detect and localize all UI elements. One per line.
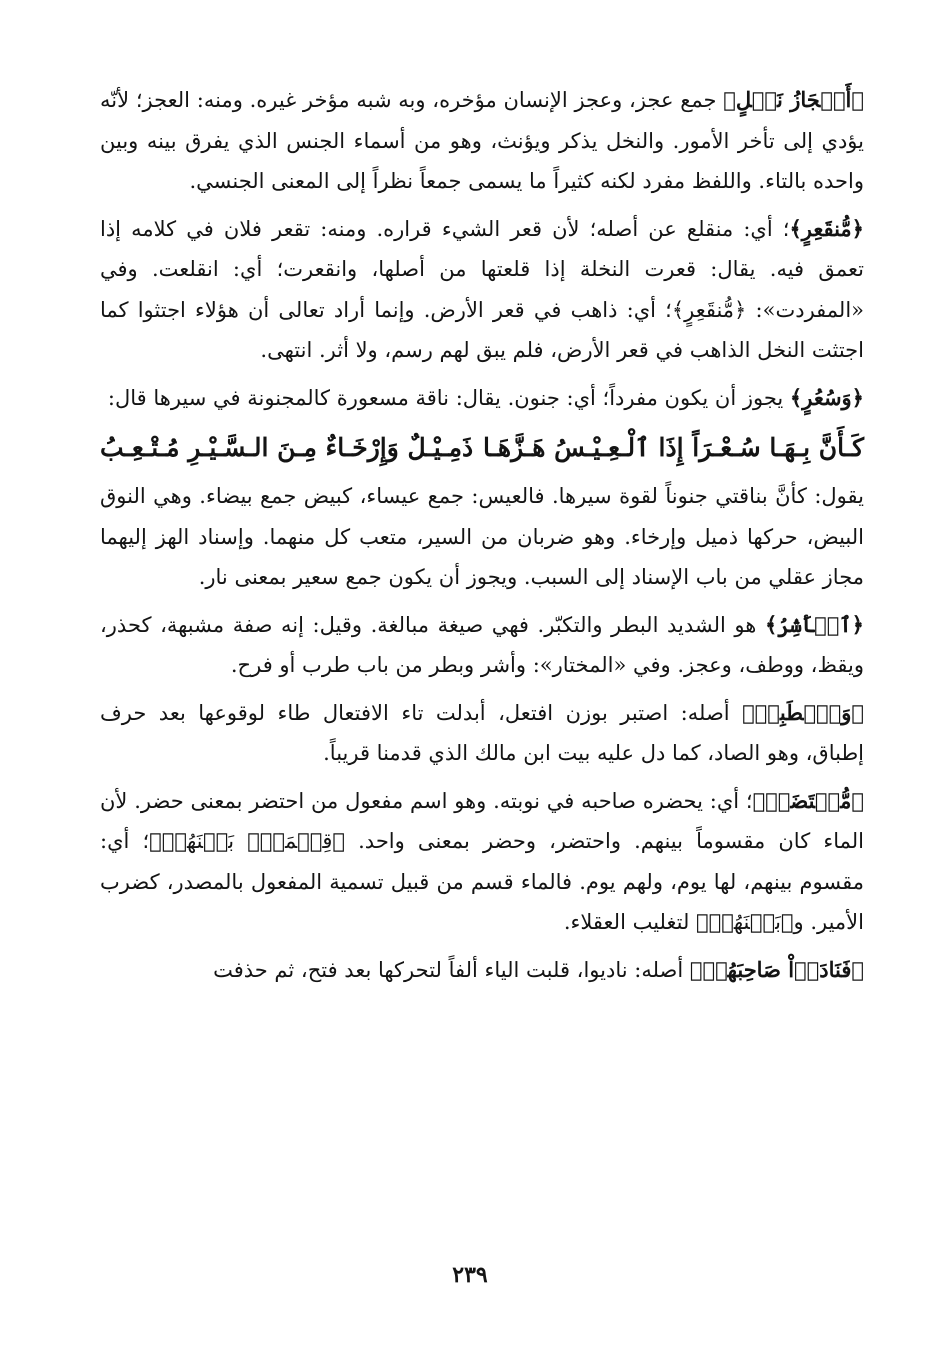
paragraph-muhtadar: [100, 781, 864, 943]
paragraph-text: هو الشديد البطر والتكبّر. فهي صيغة مبالغة. وقيل: إنه صفة مشبهة، كحذر، ويقظ، ووطف، وعجز. وفي «المختار»: وأشر وبطر من باب طرب أو فرح.: [100, 612, 864, 677]
verse-second-hemistich: ذَمِـيْـلٌ وَإِرْخَـاءٌ مِـنَ الـسَّـيْـرِ مُـتْـعِـبُ: [100, 433, 474, 462]
quran-term: ﴿فَنَادَوۡاْ صَاحِبَهُمۡ﴾: [689, 956, 864, 982]
quran-term: ﴿ٱلۡأَشِرُ﴾: [764, 611, 864, 637]
paragraph-text: أصله: اصتبر بوزن افتعل، أبدلت تاء الافتعال طاء لوقوعها بعد حرف إطباق، وهو الصاد، كما دل عليه بيت ابن مالك الذي قدمنا قريباً.: [100, 700, 864, 765]
paragraph-text: يقول: كأنَّ بناقتي جنوناً لقوة سيرها. فالعيس: جمع عيساء، كبيض جمع بيضاء. وهي النوق البيض، حركها ذميل وإرخاء. وهو ضربان من السير، متعب كل منهما. وإسناد الهز إليهما مجاز عقلي من باب الإسناد إلى السبب. ويجوز أن يكون جمع سعير بمعنى نار.: [100, 484, 864, 589]
verse-first-hemistich: كَـأَنَّ بِـهَـا سُـعْـرَاً إِذَا ٱلْـعِـيْـسُ هَـزَّهَـا: [482, 433, 864, 462]
paragraph-verse-explanation: [100, 476, 864, 598]
poetry-verse: [100, 428, 864, 468]
paragraph-wastabir: [100, 693, 864, 774]
paragraph-text: ؛ أي: يحضره صاحبه في نوبته. وهو اسم مفعول من احتضر بمعنى حضر. لأن الماء كان مقسوماً بينهم. واحتضر، وحضر بمعنى واحد. ﴿قِسۡمَةُۢ بَيۡنَهُمۡ﴾؛ أي: مقسوم بينهم، لها يوم، ولهم يوم. فالماء قسم من قبيل تسمية المفعول بالمصدر، كضرب الأمير. و﴿بَيۡنَهُمۡ﴾ لتغليب العقلاء.: [100, 788, 864, 934]
paragraph-text: ؛ أي: منقلع عن أصله؛ لأن قعر الشيء قراره. ومنه: تقعر فلان في كلامه إذا تعمق فيه. يقال: قعرت النخلة إذا قلعتها من أصلها، وانقعرت؛ أي: انقلعت. وفي «المفردت»: ﴿مُّنقَعِرٍ﴾؛ أي: ذاهب في قعر الأرض. وإنما أراد تعالى أن هؤلاء اجتثوا كما اجتثت النخل الذاهب في قعر الأرض، فلم يبق لهم رسم، ولا أثر. انتهى.: [100, 216, 864, 362]
page-number: ٢٣٩: [452, 1262, 488, 1288]
quran-term: ﴿مُّحۡتَضَرٞ﴾: [752, 787, 864, 813]
paragraph-ajaz-nakhl: [100, 80, 864, 202]
quran-term: ﴿أَعۡجَازُ نَخۡلٍ﴾: [723, 87, 864, 112]
paragraph-text: جمع عجز، وعجز الإنسان مؤخره، وبه شبه مؤخر غيره. ومنه: العجز؛ لأنّه يؤدي إلى تأخر الأمور. والنخل يذكر ويؤنث، وهو من أسماء الجنس الذي يفرق بينه وبين واحده بالتاء. واللفظ مفرد لكنه كثيراً ما يسمى جمعاً نظراً إلى المعنى الجنسي.: [100, 88, 864, 193]
paragraph-munqaír: [100, 209, 864, 371]
paragraph-text: أصله: ناديوا، قلبت الياء ألفاً لتحركها بعد فتح، ثم حذفت: [213, 957, 690, 982]
quran-term: ﴿وَسُعُرٍ﴾: [789, 384, 864, 410]
paragraph-text: يجوز أن يكون مفرداً؛ أي: جنون. يقال: ناقة مسعورة كالمجنونة في سيرها قال:: [107, 385, 790, 410]
paragraph-al-ashir: [100, 605, 864, 686]
quran-term: ﴿مُّنقَعِرٍ﴾: [789, 215, 864, 241]
quran-term: ﴿وَٱصۡطَبِرۡ﴾: [742, 699, 864, 725]
paragraph-fanadaw: [100, 950, 864, 991]
paragraph-suur: [100, 378, 864, 419]
page-body: [100, 80, 864, 997]
